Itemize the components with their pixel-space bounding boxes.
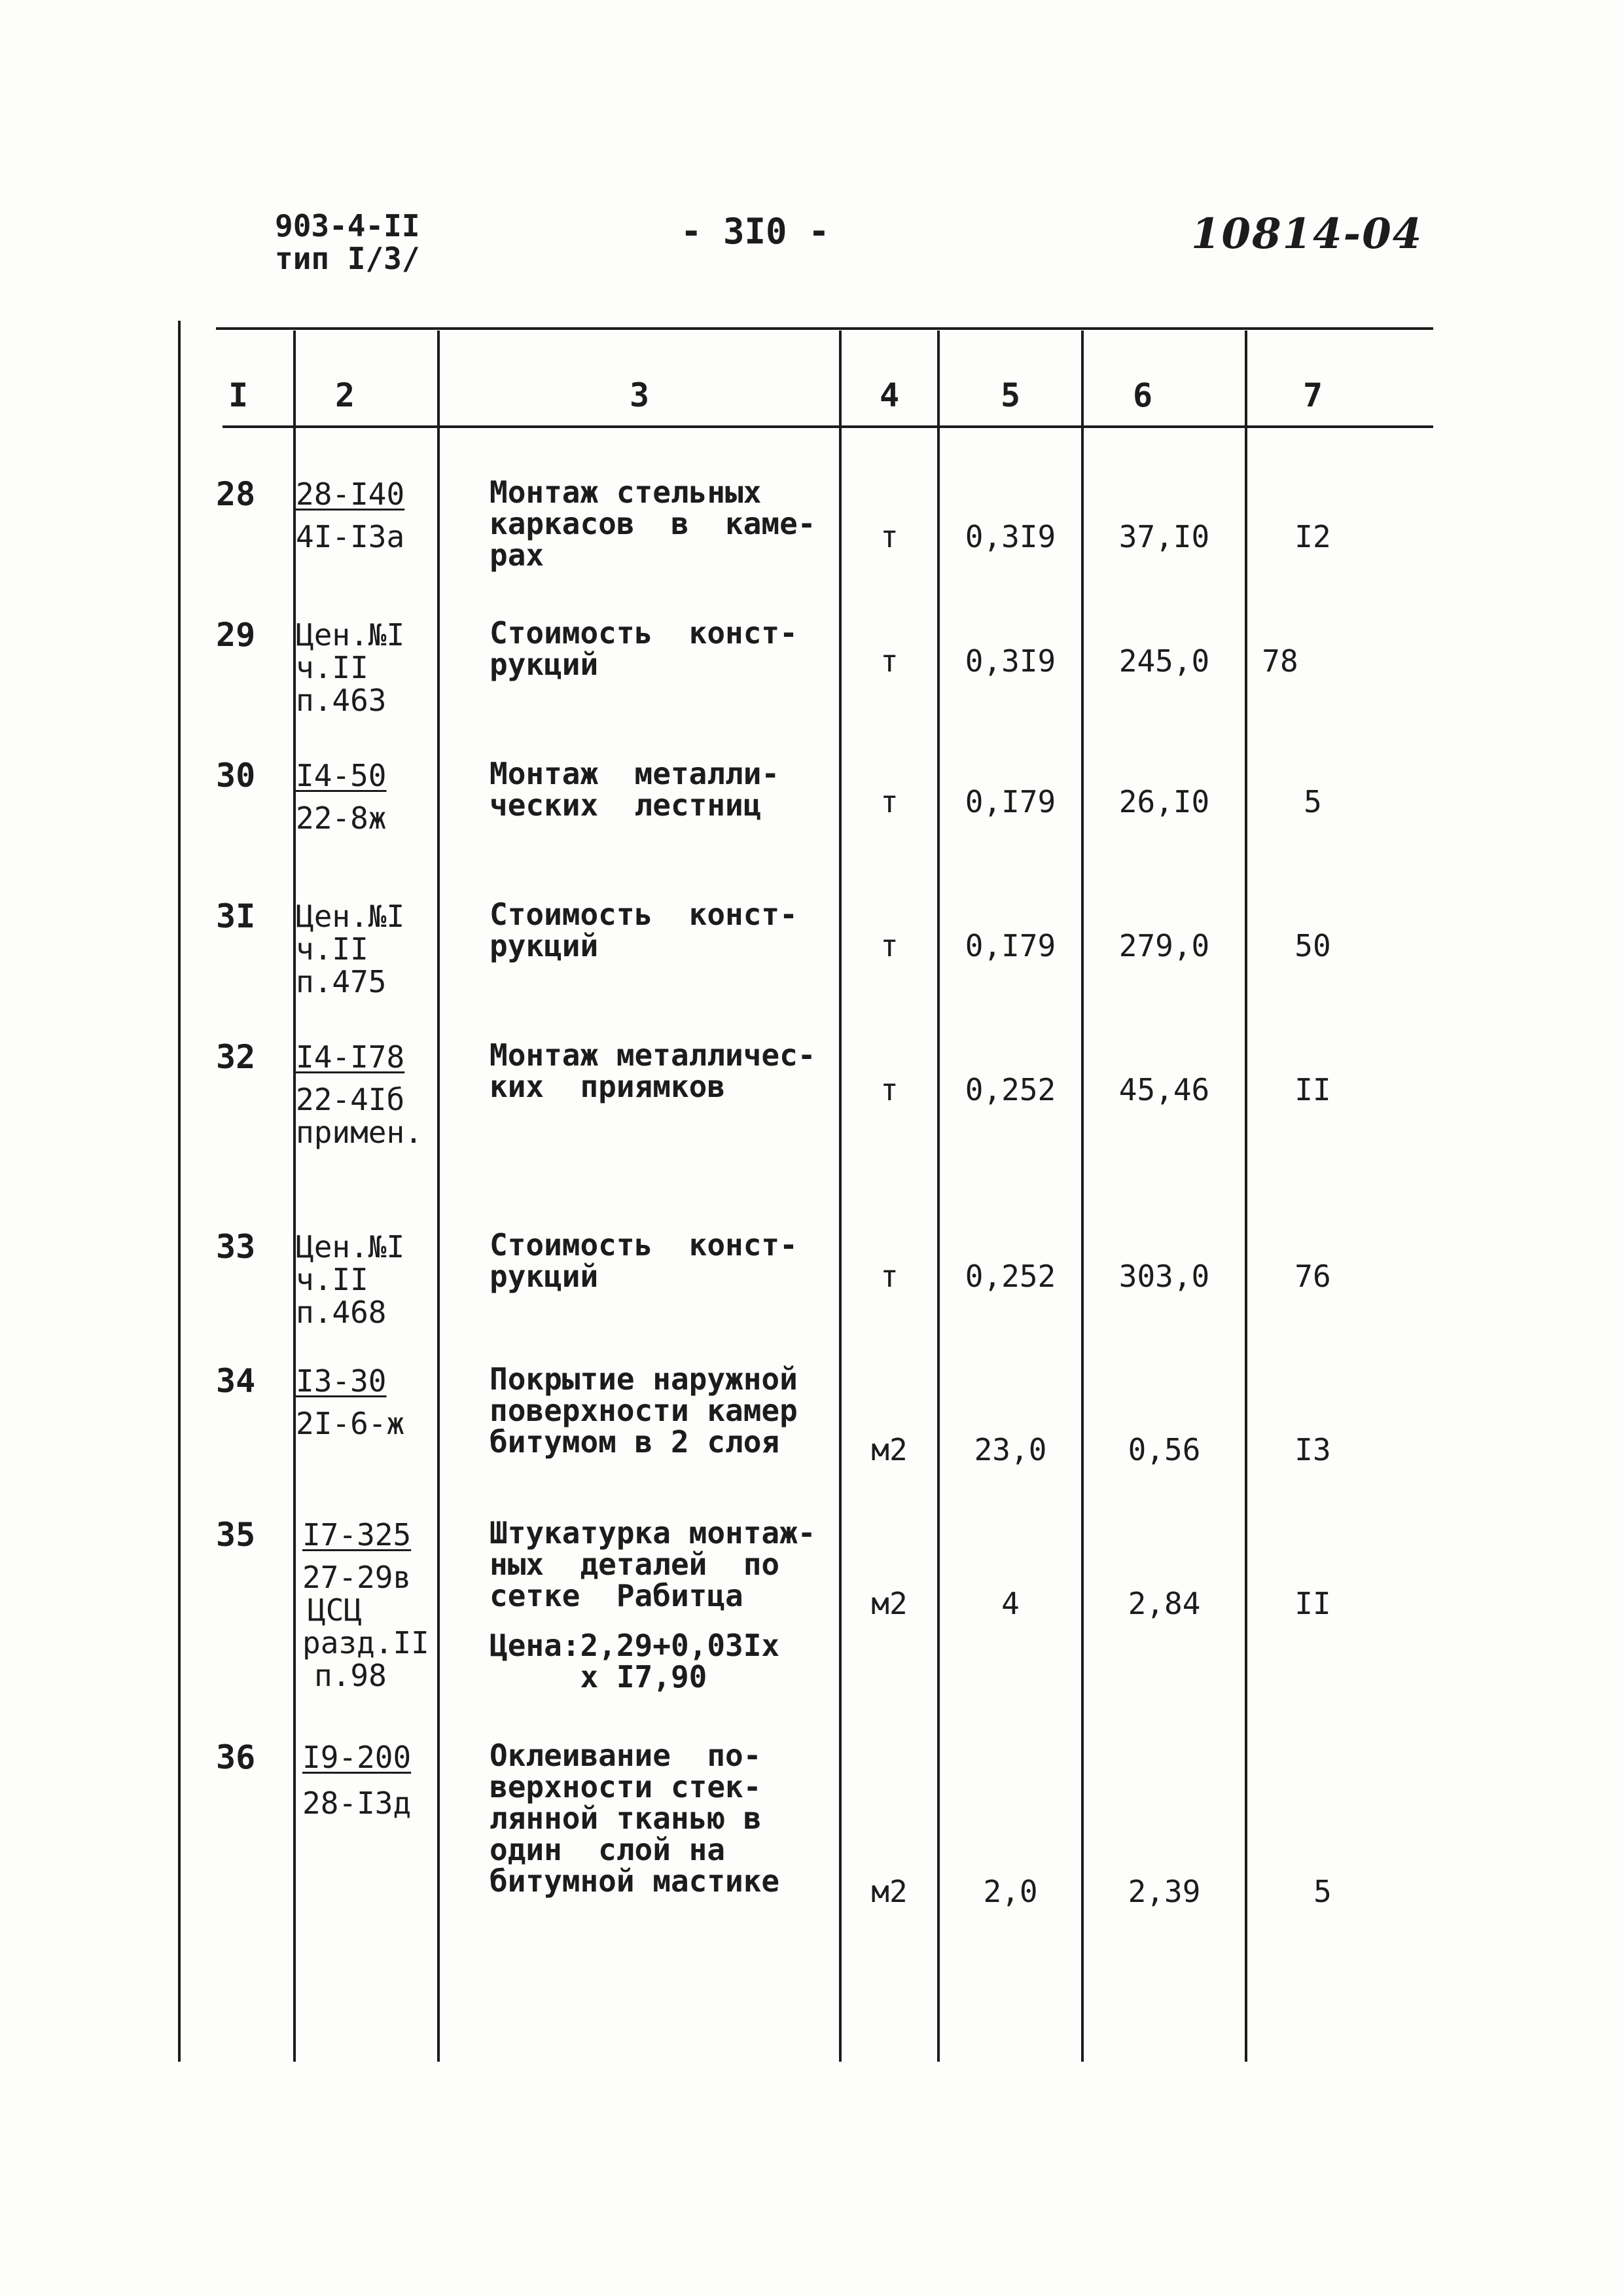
rate-reference: 28-I3д [302, 1785, 412, 1821]
row-number: 33 [216, 1228, 256, 1266]
rate-reference: 22-4Iб [296, 1082, 405, 1117]
column-header-1: I [228, 376, 249, 414]
rate-code: I7-325 [302, 1517, 412, 1552]
rate-reference: ч.II [296, 1262, 368, 1297]
work-description: Стоимость конст- рукций [490, 897, 798, 963]
column-header-5: 5 [1000, 376, 1021, 414]
row-number: 35 [216, 1516, 256, 1554]
row-number: 28 [216, 475, 256, 513]
column-divider-5 [1081, 331, 1084, 2062]
column-divider-2 [437, 331, 440, 2062]
unit: м2 [871, 1586, 908, 1621]
unit: м2 [871, 1432, 908, 1467]
unit-price: 0,56 [1128, 1432, 1201, 1467]
column-divider-1 [293, 331, 296, 2062]
rate-reference: 2I-6-ж [296, 1406, 405, 1441]
rate-reference: ч.II [296, 931, 368, 967]
quantity: 0,I79 [965, 784, 1056, 819]
work-description: Стоимость конст- рукций [490, 1227, 798, 1294]
unit: т [880, 643, 899, 679]
column-divider-6 [1245, 331, 1247, 2062]
rate-reference: п.468 [296, 1295, 387, 1330]
row-number: 36 [216, 1738, 256, 1776]
table-header-rule [223, 425, 1433, 428]
column-divider-4 [937, 331, 940, 2062]
unit: т [880, 1259, 899, 1294]
rate-code: I9-200 [302, 1740, 412, 1775]
quantity: 0,I79 [965, 928, 1056, 963]
handwritten-code: 10814-04 [1191, 209, 1423, 259]
quantity: 23,0 [974, 1432, 1047, 1467]
row-number: 34 [216, 1362, 256, 1400]
unit-price: 303,0 [1118, 1259, 1210, 1294]
column-divider-3 [839, 331, 842, 2062]
column-header-4: 4 [879, 376, 900, 414]
unit-price: 2,39 [1128, 1874, 1201, 1909]
unit-price: 45,46 [1118, 1072, 1210, 1107]
quantity: 0,252 [965, 1259, 1056, 1294]
table-top-rule [216, 327, 1433, 330]
total-cost: 76 [1294, 1259, 1331, 1294]
quantity: 0,3I9 [965, 519, 1056, 554]
rate-reference: разд.II [302, 1625, 429, 1660]
unit: т [880, 784, 899, 819]
total-cost: I2 [1294, 519, 1331, 554]
rate-code: Цен.№I [296, 1229, 405, 1265]
total-cost: 50 [1294, 928, 1331, 963]
column-header-2: 2 [334, 376, 355, 414]
rate-reference: ЦСЦ [308, 1592, 363, 1628]
rate-reference: 4I-I3a [296, 519, 405, 554]
total-cost: I3 [1294, 1432, 1331, 1467]
unit: м2 [871, 1874, 908, 1909]
rate-code: I4-50 [296, 758, 387, 793]
quantity: 4 [1001, 1586, 1020, 1621]
row-number: 3I [216, 897, 256, 935]
total-cost: II [1294, 1072, 1331, 1107]
rate-code: I3-30 [296, 1363, 387, 1399]
row-number: 32 [216, 1038, 256, 1076]
rate-reference: ч.II [296, 650, 368, 685]
table-left-border [178, 321, 181, 2062]
row-number: 30 [216, 757, 256, 795]
work-description: Монтаж металличес- ких приямков [490, 1037, 816, 1104]
rate-code: I4-I78 [296, 1039, 405, 1075]
work-description: Оклеивание по- верхности стек- лянной тканью в один слой на битумной мастике [490, 1738, 780, 1899]
quantity: 2,0 [983, 1874, 1038, 1909]
rate-reference: примен. [296, 1115, 423, 1150]
unit-price: 37,I0 [1118, 519, 1210, 554]
rate-reference: п.463 [296, 683, 387, 718]
quantity: 0,252 [965, 1072, 1056, 1107]
column-header-3: 3 [629, 376, 650, 414]
unit: т [880, 1072, 899, 1107]
column-header-6: 6 [1132, 376, 1153, 414]
work-description: Покрытие наружной поверхности камер битумом в 2 слоя [490, 1361, 798, 1460]
work-description: Стоимость конст- рукций [490, 615, 798, 682]
price-formula: Цена:2,29+0,03Iх х I7,90 [490, 1628, 780, 1695]
rate-reference: 27-29в [302, 1560, 412, 1595]
total-cost: 78 [1262, 643, 1298, 679]
rate-reference: 22-8ж [296, 800, 387, 836]
unit-price: 279,0 [1118, 928, 1210, 963]
total-cost: II [1294, 1586, 1331, 1621]
unit-price: 245,0 [1118, 643, 1210, 679]
total-cost: 5 [1313, 1874, 1332, 1909]
work-description: Штукатурка монтаж- ных деталей по сетке Рабитца [490, 1515, 816, 1613]
page-number: - 3I0 - [681, 211, 830, 252]
unit-price: 26,I0 [1118, 784, 1210, 819]
document-type: тип I/3/ [275, 241, 420, 276]
work-description: Монтаж металли- ческих лестниц [490, 756, 780, 823]
rate-code: Цен.№I [296, 617, 405, 653]
rate-code: 28-I40 [296, 476, 405, 512]
unit-price: 2,84 [1128, 1586, 1201, 1621]
quantity: 0,3I9 [965, 643, 1056, 679]
work-description: Монтаж стельных каркасов в каме- рах [490, 475, 816, 573]
unit: т [880, 928, 899, 963]
rate-reference: п.98 [314, 1658, 387, 1693]
column-header-7: 7 [1302, 376, 1323, 414]
rate-code: Цен.№I [296, 899, 405, 934]
rate-reference: п.475 [296, 964, 387, 999]
unit: т [880, 519, 899, 554]
document-code: 903-4-II [275, 208, 420, 243]
total-cost: 5 [1304, 784, 1322, 819]
row-number: 29 [216, 616, 256, 654]
